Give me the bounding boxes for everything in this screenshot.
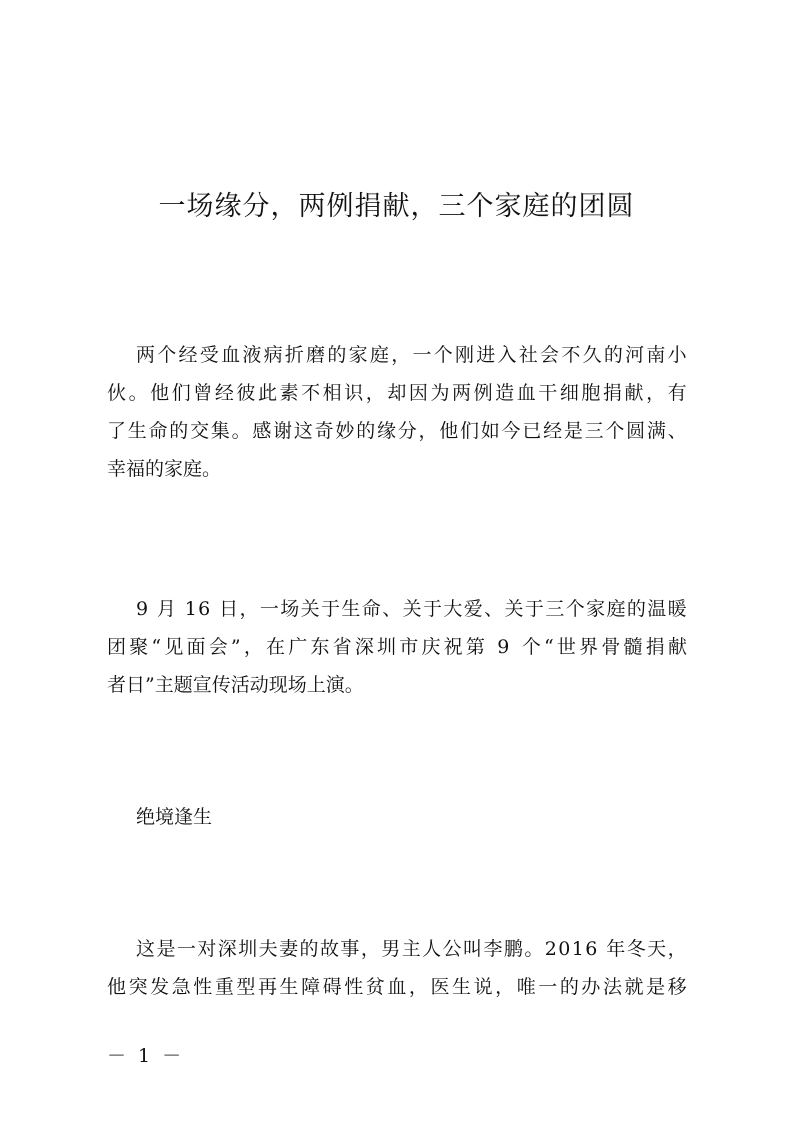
text-glyph: 对 bbox=[197, 938, 217, 960]
text-glyph: 场 bbox=[280, 598, 300, 620]
text-glyph: 再 bbox=[257, 976, 277, 998]
text-glyph: 干 bbox=[538, 382, 558, 404]
text-glyph: 胞 bbox=[581, 382, 601, 404]
text-glyph bbox=[212, 592, 218, 626]
text-glyph: 障 bbox=[301, 976, 321, 998]
text-glyph: 妻 bbox=[279, 938, 299, 960]
text-glyph: 事 bbox=[340, 938, 360, 960]
text-glyph: 公 bbox=[442, 938, 462, 960]
text-glyph: 一 bbox=[259, 598, 279, 620]
text-glyph: 碍 bbox=[322, 976, 342, 998]
text-glyph: 受 bbox=[199, 344, 219, 366]
text-glyph: 。 bbox=[231, 420, 251, 442]
text-glyph: 妙 bbox=[335, 420, 355, 442]
text-glyph: 命 bbox=[361, 598, 381, 620]
text-glyph: 家 bbox=[586, 598, 606, 620]
paragraph-2-line-1 bbox=[107, 592, 687, 626]
text-glyph: 。 bbox=[128, 382, 148, 404]
text-glyph: 于 bbox=[321, 598, 341, 620]
text-glyph: 一 bbox=[538, 976, 558, 998]
text-glyph: 的 bbox=[299, 938, 319, 960]
text-glyph: 生 bbox=[127, 420, 147, 442]
text-glyph: 经 bbox=[178, 344, 198, 366]
text-glyph: 温 bbox=[647, 598, 667, 620]
text-glyph: 相 bbox=[322, 382, 342, 404]
text-glyph: 们 bbox=[460, 420, 480, 442]
text-glyph: 6 bbox=[198, 598, 211, 620]
text-glyph: 彼 bbox=[236, 382, 256, 404]
text-glyph: 型 bbox=[236, 976, 256, 998]
text-glyph: 不 bbox=[561, 344, 581, 366]
text-glyph: 献 bbox=[667, 636, 687, 658]
text-glyph: 家 bbox=[348, 344, 368, 366]
text-glyph: 说 bbox=[473, 976, 493, 998]
text-glyph: 进 bbox=[476, 344, 496, 366]
text-glyph: 血 bbox=[221, 344, 241, 366]
text-glyph: ， bbox=[667, 938, 687, 960]
text-glyph: 血 bbox=[516, 382, 536, 404]
text-glyph: 办 bbox=[581, 976, 601, 998]
text-glyph: 社 bbox=[518, 344, 538, 366]
text-glyph: 性 bbox=[344, 976, 364, 998]
text-glyph: 满 bbox=[646, 420, 666, 442]
text-glyph: 世 bbox=[556, 636, 576, 658]
document-title: 一场缘分，两例捐献，三个家庭的团圆 bbox=[158, 191, 635, 222]
text-glyph: 第 bbox=[465, 636, 485, 658]
text-glyph: 的 bbox=[169, 420, 189, 442]
text-glyph bbox=[488, 630, 494, 664]
text-glyph: 已 bbox=[522, 420, 542, 442]
text-glyph: 圆 bbox=[626, 420, 646, 442]
text-glyph: ， bbox=[360, 938, 380, 960]
text-glyph: 医 bbox=[430, 976, 450, 998]
text-glyph: 的 bbox=[327, 344, 347, 366]
text-glyph: 入 bbox=[497, 344, 517, 366]
text-glyph: 的 bbox=[559, 976, 579, 998]
section-heading bbox=[107, 800, 687, 834]
paragraph-1-line-2 bbox=[107, 376, 687, 410]
text-glyph: 是 bbox=[563, 420, 583, 442]
text-glyph: 夫 bbox=[258, 938, 278, 960]
text-glyph: ， bbox=[418, 420, 438, 442]
text-glyph: 会 bbox=[208, 636, 228, 658]
text-glyph: 集 bbox=[210, 420, 230, 442]
text-glyph: 曾 bbox=[193, 382, 213, 404]
text-glyph: 的 bbox=[603, 344, 623, 366]
text-glyph: 关 bbox=[504, 598, 524, 620]
text-glyph: 庭 bbox=[369, 344, 389, 366]
text-glyph: 例 bbox=[473, 382, 493, 404]
text-glyph: 重 bbox=[214, 976, 234, 998]
text-glyph: 面 bbox=[186, 636, 206, 658]
text-glyph: 个 bbox=[157, 344, 177, 366]
text-glyph: 奇 bbox=[314, 420, 334, 442]
text-glyph: 生 bbox=[279, 976, 299, 998]
text-glyph: “ bbox=[151, 636, 162, 658]
text-glyph: 东 bbox=[310, 636, 330, 658]
text-glyph: 唯 bbox=[516, 976, 536, 998]
text-glyph: 天 bbox=[647, 938, 667, 960]
text-glyph: 9 bbox=[497, 636, 510, 658]
text-glyph: 感 bbox=[252, 420, 272, 442]
text-glyph: 素 bbox=[279, 382, 299, 404]
text-glyph: ， bbox=[239, 598, 259, 620]
text-glyph: 两 bbox=[136, 344, 156, 366]
text-glyph: 6 bbox=[585, 938, 598, 960]
text-glyph: 生 bbox=[341, 598, 361, 620]
text-glyph: 这 bbox=[293, 420, 313, 442]
text-glyph: 经 bbox=[543, 420, 563, 442]
section-heading-text: 绝境逢生 bbox=[136, 806, 213, 828]
text-glyph: 南 bbox=[646, 344, 666, 366]
text-glyph: 识 bbox=[344, 382, 364, 404]
text-glyph: 刚 bbox=[454, 344, 474, 366]
paragraph-4-line-1 bbox=[107, 932, 687, 966]
text-glyph: 个 bbox=[433, 344, 453, 366]
text-glyph: 的 bbox=[356, 420, 376, 442]
text-glyph: 河 bbox=[625, 344, 645, 366]
text-glyph: 捐 bbox=[602, 382, 622, 404]
text-glyph: 是 bbox=[156, 938, 176, 960]
text-glyph: 关 bbox=[300, 598, 320, 620]
text-glyph: 市 bbox=[399, 636, 419, 658]
text-glyph: 、 bbox=[382, 598, 402, 620]
text-glyph: 他 bbox=[107, 976, 127, 998]
text-glyph: 性 bbox=[193, 976, 213, 998]
text-glyph: 月 bbox=[156, 598, 176, 620]
paragraph-1-line-3 bbox=[107, 414, 687, 448]
paragraph-2-line-3 bbox=[107, 668, 687, 702]
text-glyph: 交 bbox=[190, 420, 210, 442]
text-glyph: 个 bbox=[605, 420, 625, 442]
text-glyph: 缘 bbox=[376, 420, 396, 442]
text-glyph bbox=[513, 630, 519, 664]
text-glyph: 爱 bbox=[463, 598, 483, 620]
text-glyph: 在 bbox=[266, 636, 286, 658]
text-glyph: 祝 bbox=[443, 636, 463, 658]
text-glyph bbox=[149, 592, 155, 626]
text-glyph: 关 bbox=[402, 598, 422, 620]
text-glyph: 突 bbox=[128, 976, 148, 998]
text-glyph: 主 bbox=[401, 938, 421, 960]
text-glyph: ， bbox=[408, 976, 428, 998]
text-glyph: 日 bbox=[219, 598, 239, 620]
text-glyph: “ bbox=[544, 636, 554, 658]
text-glyph: ” bbox=[230, 636, 241, 658]
text-glyph: 细 bbox=[559, 382, 579, 404]
text-glyph: 三 bbox=[545, 598, 565, 620]
text-glyph: 大 bbox=[443, 598, 463, 620]
text-glyph: 个 bbox=[565, 598, 585, 620]
text-glyph: ， bbox=[495, 976, 515, 998]
text-glyph: 见 bbox=[164, 636, 184, 658]
text-glyph: 深 bbox=[354, 636, 374, 658]
text-glyph: 两 bbox=[452, 382, 472, 404]
text-glyph: 会 bbox=[540, 344, 560, 366]
text-glyph bbox=[599, 932, 605, 966]
text-glyph: 此 bbox=[257, 382, 277, 404]
text-glyph: 谢 bbox=[273, 420, 293, 442]
text-glyph: 一 bbox=[176, 938, 196, 960]
paragraph-4-line-2 bbox=[107, 970, 687, 1004]
text-glyph: 法 bbox=[602, 976, 622, 998]
text-glyph: 聚 bbox=[129, 636, 149, 658]
text-glyph: 省 bbox=[332, 636, 352, 658]
text-glyph: 伙 bbox=[107, 382, 127, 404]
text-glyph: 年 bbox=[606, 938, 626, 960]
text-glyph: 为 bbox=[430, 382, 450, 404]
text-glyph: 不 bbox=[301, 382, 321, 404]
text-glyph: 男 bbox=[381, 938, 401, 960]
text-glyph: 造 bbox=[495, 382, 515, 404]
paragraph-line-text: 者日”主题宣传活动现场上演。 bbox=[107, 674, 364, 696]
text-glyph: 深 bbox=[217, 938, 237, 960]
text-glyph: 圳 bbox=[238, 938, 258, 960]
text-glyph: 、 bbox=[667, 420, 687, 442]
text-glyph: 1 bbox=[184, 598, 197, 620]
text-glyph: 却 bbox=[387, 382, 407, 404]
text-glyph: 三 bbox=[584, 420, 604, 442]
text-glyph: 生 bbox=[452, 976, 472, 998]
text-glyph: 2 bbox=[544, 938, 557, 960]
text-glyph: 界 bbox=[579, 636, 599, 658]
text-glyph: 叫 bbox=[463, 938, 483, 960]
text-glyph: 团 bbox=[107, 636, 127, 658]
text-glyph: 故 bbox=[319, 938, 339, 960]
text-glyph: 冬 bbox=[626, 938, 646, 960]
text-glyph: 了 bbox=[107, 420, 127, 442]
text-glyph: 骨 bbox=[601, 636, 621, 658]
paragraph-2-line-2 bbox=[107, 630, 687, 664]
text-glyph: 庆 bbox=[421, 636, 441, 658]
text-glyph: 个 bbox=[521, 636, 541, 658]
text-glyph: 。 bbox=[524, 938, 544, 960]
text-glyph: ， bbox=[365, 382, 385, 404]
text-glyph: 是 bbox=[646, 976, 666, 998]
text-glyph: 这 bbox=[136, 938, 156, 960]
paragraph-line-text: 幸福的家庭。 bbox=[107, 458, 222, 480]
page-number: － 1 － bbox=[107, 1045, 185, 1067]
text-glyph: 广 bbox=[288, 636, 308, 658]
text-glyph: 暖 bbox=[667, 598, 687, 620]
text-glyph: 分 bbox=[397, 420, 417, 442]
text-glyph: 们 bbox=[171, 382, 191, 404]
text-glyph: 髓 bbox=[623, 636, 643, 658]
text-glyph: 磨 bbox=[306, 344, 326, 366]
text-glyph: 他 bbox=[439, 420, 459, 442]
text-glyph: 圳 bbox=[377, 636, 397, 658]
text-glyph: 久 bbox=[582, 344, 602, 366]
text-glyph: 病 bbox=[263, 344, 283, 366]
text-glyph: 今 bbox=[501, 420, 521, 442]
text-glyph: 鹏 bbox=[503, 938, 523, 960]
text-glyph: 9 bbox=[136, 598, 149, 620]
text-glyph: 李 bbox=[483, 938, 503, 960]
text-glyph: ， bbox=[646, 382, 666, 404]
text-glyph: 、 bbox=[484, 598, 504, 620]
text-glyph: 一 bbox=[412, 344, 432, 366]
text-glyph: 1 bbox=[571, 938, 584, 960]
text-glyph: 捐 bbox=[645, 636, 665, 658]
paragraph-1-line-4 bbox=[107, 452, 687, 486]
text-glyph: 命 bbox=[148, 420, 168, 442]
text-glyph: 因 bbox=[408, 382, 428, 404]
text-glyph: ， bbox=[243, 636, 263, 658]
text-glyph: 贫 bbox=[365, 976, 385, 998]
text-glyph: 发 bbox=[150, 976, 170, 998]
text-glyph: 于 bbox=[422, 598, 442, 620]
text-glyph: 人 bbox=[422, 938, 442, 960]
text-glyph: 血 bbox=[387, 976, 407, 998]
text-glyph: ， bbox=[391, 344, 411, 366]
paragraph-1-line-1 bbox=[107, 338, 687, 372]
text-glyph: 他 bbox=[150, 382, 170, 404]
text-glyph: 的 bbox=[626, 598, 646, 620]
text-glyph: 于 bbox=[524, 598, 544, 620]
text-glyph: 液 bbox=[242, 344, 262, 366]
text-glyph: 有 bbox=[667, 382, 687, 404]
text-glyph: 小 bbox=[667, 344, 687, 366]
text-glyph: 0 bbox=[558, 938, 571, 960]
text-glyph: 如 bbox=[480, 420, 500, 442]
text-glyph: 急 bbox=[171, 976, 191, 998]
text-glyph: 折 bbox=[284, 344, 304, 366]
text-glyph bbox=[177, 592, 183, 626]
text-glyph: 移 bbox=[667, 976, 687, 998]
text-glyph: 庭 bbox=[606, 598, 626, 620]
text-glyph: 献 bbox=[624, 382, 644, 404]
text-glyph: 经 bbox=[214, 382, 234, 404]
text-glyph: 就 bbox=[624, 976, 644, 998]
